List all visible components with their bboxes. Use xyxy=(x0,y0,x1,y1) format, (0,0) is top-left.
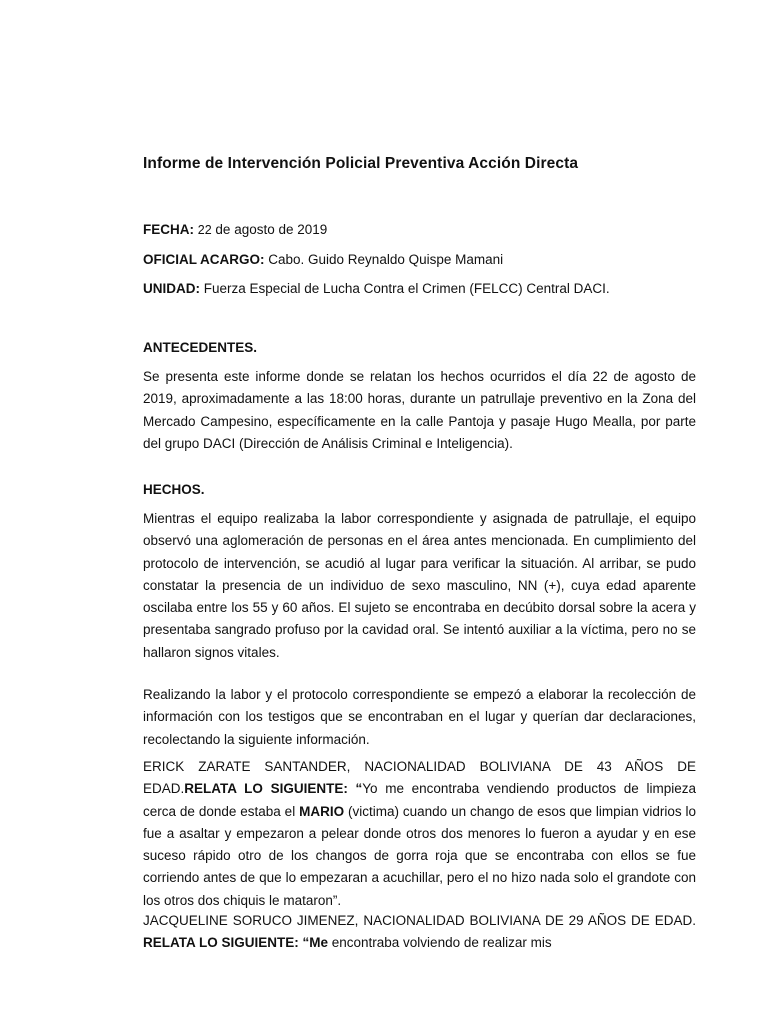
fecha-day: 22 xyxy=(197,223,212,237)
testigo-1-text-b: (victima) cuando un chango de esos que limpian vidrios lo fue a asaltar y empezaron a pelear donde otros dos menores lo fueron a ayudar y en ese suceso rápido otro de los changos de gorra roja que se encontraba con ellos se fue corriendo antes de que lo empezaran a acuchillar, pero el no hizo nada solo el grandote con los otros dos chiquis le mataron”. xyxy=(143,803,696,908)
antecedentes-heading: ANTECEDENTES. xyxy=(143,340,258,355)
fecha-value: de agosto de 2019 xyxy=(211,222,328,237)
fecha-label: FECHA: xyxy=(143,222,194,237)
testigo-2-intro: JACQUELINE SORUCO JIMENEZ, NACIONALIDAD BOLIVIANA DE 29 AÑOS DE EDAD. xyxy=(143,913,696,928)
antecedentes-paragraph: Se presenta este informe donde se relatan los hechos ocurridos el día 22 de agosto de 2019, aproximadamente a las 18:00 horas, durante un patrullaje preventivo en la Zona del Mercado Campesino, específicamente en la calle Pantoja y pasaje Hugo Mealla, por parte del grupo DACI (Dirección de Análisis Criminal e Inteligencia). xyxy=(143,369,696,451)
unidad-label: UNIDAD: xyxy=(143,281,200,296)
testigo-1-intro: ERICK ZARATE SANTANDER, NACIONALIDAD BOLIVIANA DE 43 AÑOS DE EDAD. xyxy=(143,759,696,797)
testigo-1-paragraph xyxy=(143,756,696,912)
unidad-field xyxy=(143,281,610,296)
hechos-heading: HECHOS. xyxy=(143,482,205,497)
oficial-label: OFICIAL ACARGO: xyxy=(143,252,265,267)
testigo-2-relata: RELATA LO SIGUIENTE: “Me xyxy=(143,935,328,951)
fecha-field xyxy=(143,222,327,237)
oficial-value: Cabo. Guido Reynaldo Quispe Mamani xyxy=(264,252,504,267)
testigo-2-paragraph xyxy=(143,910,696,955)
testigo-1-relata: RELATA LO SIGUIENTE: “ xyxy=(184,781,363,797)
victim-name: MARIO xyxy=(299,803,345,819)
testigo-1-text-a: Yo me encontraba vendiendo productos de limpieza cerca de donde estaba el xyxy=(143,781,697,819)
document-title: Informe de Intervención Policial Preventiva Acción Directa xyxy=(143,155,579,172)
oficial-field xyxy=(143,252,503,267)
hechos-paragraph-1: Mientras el equipo realizaba la labor correspondiente y asignada de patrullaje, el equipo observó una aglomeración de personas en el área antes mencionada. En cumplimiento del protocolo de intervención, se acudió al lugar para verificar la situación. Al arribar, se pudo constatar la presencia de un individuo de sexo masculino, NN (+), cuya edad aparente oscilaba entre los 55 y 60 años. El sujeto se encontraba en decúbito dorsal sobre la acera y presentaba sangrado profuso por la cavidad oral. Se intentó auxiliar a la víctima, pero no se hallaron signos vitales. xyxy=(143,511,696,660)
unidad-value: Fuerza Especial de Lucha Contra el Crimen (FELCC) Central DACI. xyxy=(200,281,610,296)
testigo-2-text: encontraba volviendo de realizar mis xyxy=(328,935,552,951)
hechos-paragraph-2: Realizando la labor y el protocolo correspondiente se empezó a elaborar la recolección de información con los testigos que se encontraban en el lugar y querían dar declaraciones, recolectando la siguiente información. xyxy=(143,687,696,747)
